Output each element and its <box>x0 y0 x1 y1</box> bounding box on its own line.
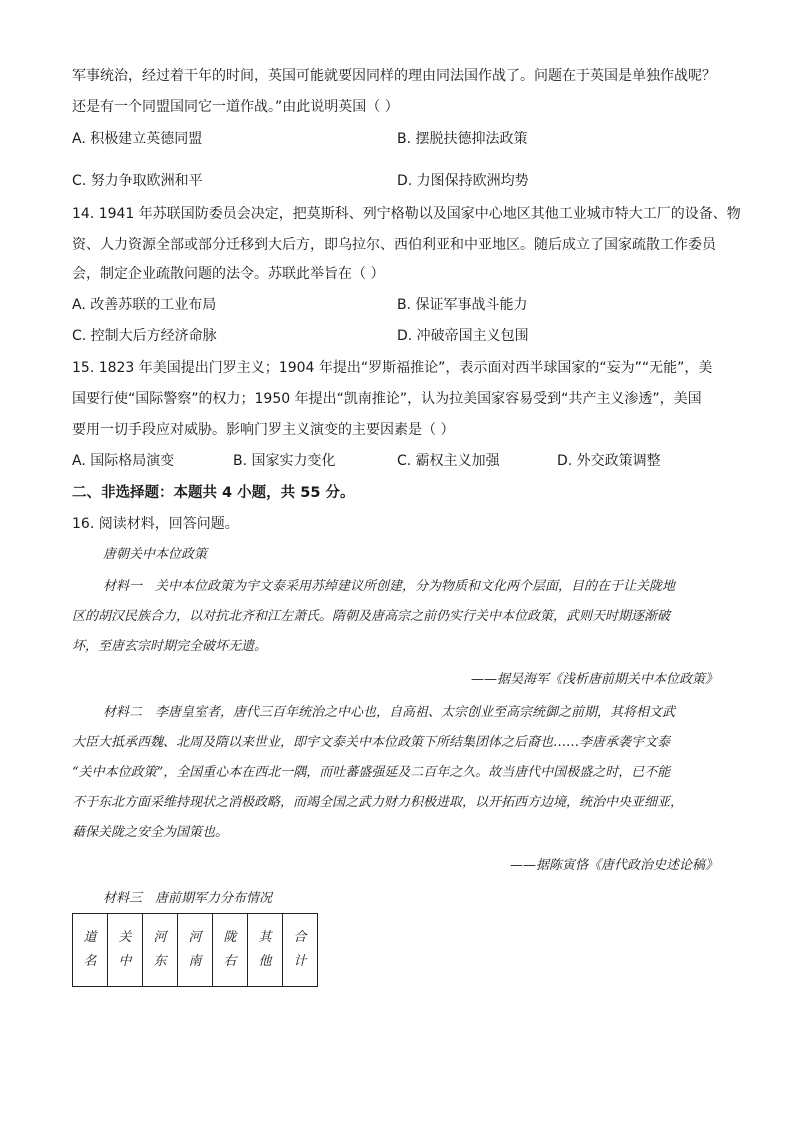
table-header-cell: 其 他 <box>248 914 283 987</box>
q15-option-b[interactable]: B. 国家实力变化 <box>233 453 336 469</box>
q16-m2-line-5: 藉保关陇之安全为国策也。 <box>72 825 229 840</box>
q15-option-a[interactable]: A. 国际格局演变 <box>72 453 175 469</box>
q16-m1-source: ——据吴海军《浅析唐前期关中本位政策》 <box>470 672 718 687</box>
q16-m1-line-2: 区的胡汉民族合力，以对抗北齐和江左萧氏。隋朝及唐高宗之前仍实行关中本位政策，武则天时期逐渐破 <box>72 609 671 624</box>
q16-m1-line-3: 坏，至唐玄宗时期完全破坏无遗。 <box>72 639 268 654</box>
q14-text-line-1: 14. 1941 年苏联国防委员会决定，把莫斯科、列宁格勒以及国家中心地区其他工业城市特大工厂的设备、物 <box>72 206 741 222</box>
q13-text-line-1: 军事统治，经过着干年的时间，英国可能就要因同样的理由同法国作战了。问题在于英国是单独作战呢？ <box>72 68 716 84</box>
q16-m2-line-3: “关中本位政策”，全国重心本在西北一隅，而吐蕃盛强延及二百年之久。故当唐代中国极盛之时，已不能 <box>72 765 671 780</box>
army-distribution-table <box>72 913 318 987</box>
q16-m3-title: 材料三 唐前期军力分布情况 <box>103 891 273 906</box>
q14-option-c[interactable]: C. 控制大后方经济命脉 <box>72 328 217 344</box>
table-header-cell: 关 中 <box>108 914 143 987</box>
section-2-title: 二、非选择题：本题共 4 小题，共 55 分。 <box>72 485 355 501</box>
q15-text-line-3: 要用一切手段应对威胁。影响门罗主义演变的主要因素是（ ） <box>72 422 455 438</box>
table-header-row <box>73 914 318 987</box>
table-header-cell: 河 南 <box>178 914 213 987</box>
q16-m2-line-4: 不于东北方面采维持现状之消极政略，而竭全国之武力财力积极进取，以开拓西方边境，统治中央亚细亚， <box>72 795 684 810</box>
q14-option-a[interactable]: A. 改善苏联的工业布局 <box>72 297 217 313</box>
table-header-cell: 陇 右 <box>213 914 248 987</box>
q14-text-line-2: 资、人力资源全部或部分迁移到大后方，即乌拉尔、西伯利亚和中亚地区。随后成立了国家疏散工作委员 <box>72 237 716 253</box>
table-header-cell: 道 名 <box>73 914 108 987</box>
q15-text-line-2: 国要行使“国际警察”的权力；1950 年提出“凯南推论”，认为拉美国家容易受到“共产主义渗透”，美国 <box>72 391 702 407</box>
q13-option-a[interactable]: A. 积极建立英德同盟 <box>72 131 203 147</box>
q16-m2-line-2: 大臣大抵承西魏、北周及隋以来世业，即宇文泰关中本位政策下所结集团体之后裔也……李唐承袭宇文泰 <box>72 735 671 750</box>
q13-text-line-2: 还是有一个同盟国同它一道作战。”由此说明英国（ ） <box>72 99 399 115</box>
q16-material-heading: 唐朝关中本位政策 <box>103 547 208 562</box>
q13-option-d[interactable]: D. 力图保持欧洲均势 <box>397 173 529 189</box>
q16-m2-source: ——据陈寅恪《唐代政治史述论稿》 <box>509 858 718 873</box>
q15-text-line-1: 15. 1823 年美国提出门罗主义；1904 年提出“罗斯福推论”，表示面对西半球国家的“妄为”“无能”，美 <box>72 360 713 376</box>
q14-text-line-3: 会，制定企业疏散问题的法令。苏联此举旨在（ ） <box>72 266 385 282</box>
q16-intro: 16. 阅读材料，回答问题。 <box>72 516 239 532</box>
table-header-cell: 河 东 <box>143 914 178 987</box>
q16-m1-line-1: 材料一 关中本位政策为宇文泰采用苏绰建议所创建，分为物质和文化两个层面，目的在于让关陇地 <box>103 579 676 594</box>
q16-m2-line-1: 材料二 李唐皇室者，唐代三百年统治之中心也，自高祖、太宗创业至高宗统御之前期，其将相文武 <box>103 705 676 720</box>
q13-option-c[interactable]: C. 努力争取欧洲和平 <box>72 173 203 189</box>
q14-option-b[interactable]: B. 保证军事战斗能力 <box>397 297 528 313</box>
table-header-cell: 合 计 <box>283 914 318 987</box>
q14-option-d[interactable]: D. 冲破帝国主义包围 <box>397 328 529 344</box>
q13-option-b[interactable]: B. 摆脱扶德抑法政策 <box>397 131 528 147</box>
q15-option-d[interactable]: D. 外交政策调整 <box>557 453 661 469</box>
q15-option-c[interactable]: C. 霸权主义加强 <box>397 453 500 469</box>
